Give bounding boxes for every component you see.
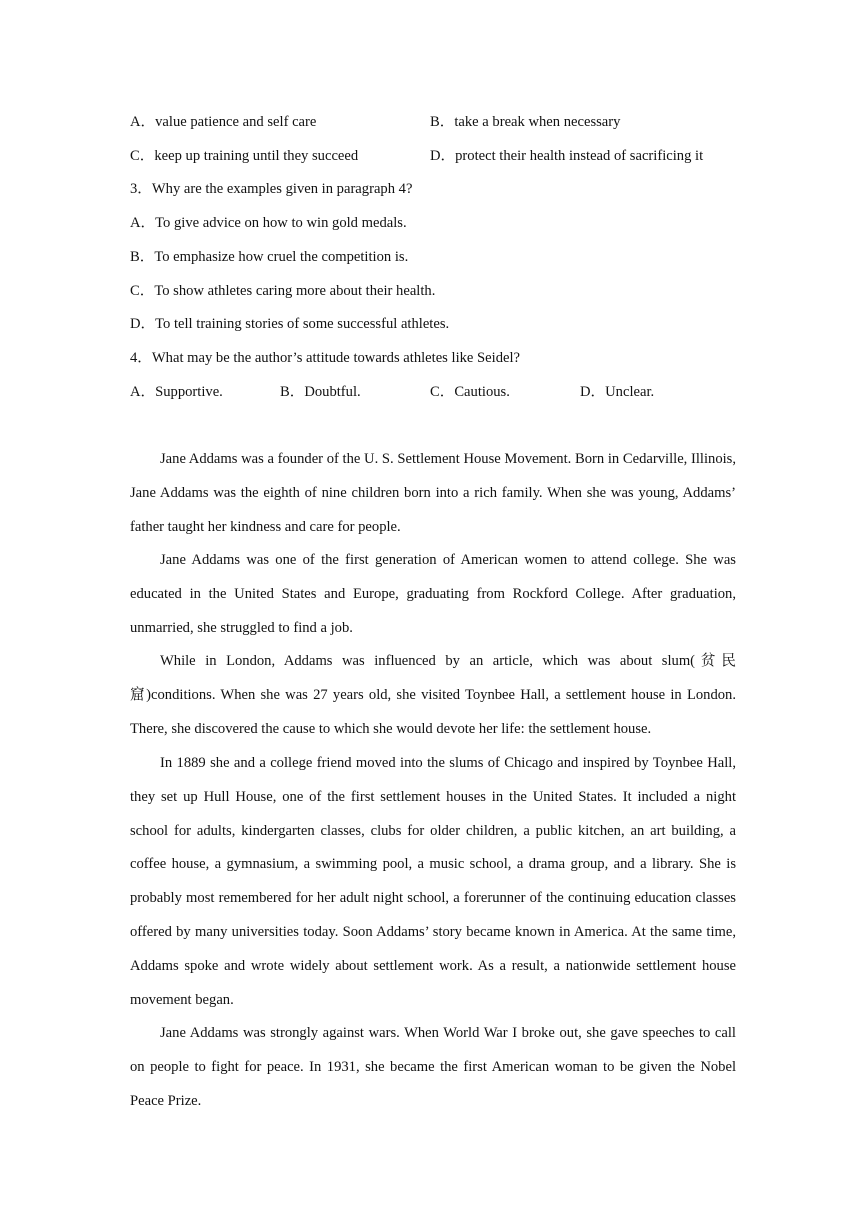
q4-stem: 4．What may be the author’s attitude towards athletes like Seidel? [130, 350, 520, 366]
q2-option-d: D．protect their health instead of sacrificing it [430, 148, 704, 164]
q3-option-c: C．To show athletes caring more about their health. [130, 283, 436, 299]
q4-option-c: C．Cautious. [430, 384, 510, 400]
q3-option-d: D．To tell training stories of some successful athletes. [130, 316, 450, 332]
passage-paragraph-3: While in London, Addams was influenced by an article, which was about slum(贫民窟)conditions. When she was 27 years old, she visited Toynbee Hall, a settlement house in London. There, she discovered the cause to which she would devote her life: the settlement house. [130, 653, 736, 737]
q4-option-b: B．Doubtful. [280, 384, 361, 400]
passage-paragraph-4: In 1889 she and a college friend moved into the slums of Chicago and inspired by Toynbee Hall, they set up Hull House, one of the first settlement houses in the United States. It included a night school for adults, kindergarten classes, clubs for older children, a public kitchen, an art building, a coffee house, a gymnasium, a swimming pool, a music school, a drama group, and a library. She is probably most remembered for her adult night school, a forerunner of the continuing education classes offered by many universities today. Soon Addams’ story became known in America. At the same time, Addams spoke and wrote widely about settlement work. As a result, a nationwide settlement house movement began. [130, 755, 736, 1008]
passage-paragraph-2: Jane Addams was one of the first generation of American women to attend college. She was educated in the United States and Europe, graduating from Rockford College. After graduation, unmarried, she struggled to find a job. [130, 552, 736, 636]
q3-option-a: A．To give advice on how to win gold medals. [130, 215, 407, 231]
q4-option-a: A．Supportive. [130, 384, 223, 400]
q2-option-c: C．keep up training until they succeed [130, 148, 359, 164]
q3-option-b: B．To emphasize how cruel the competition is. [130, 249, 409, 265]
passage-paragraph-1: Jane Addams was a founder of the U. S. Settlement House Movement. Born in Cedarville, Illinois, Jane Addams was the eighth of nine children born into a rich family. When she was young, Addams’ father taught her kindness and care for people. [130, 451, 736, 535]
passage-paragraph-5: Jane Addams was strongly against wars. When World War I broke out, she gave speeches to call on people to fight for peace. In 1931, she became the first American woman to be given the Nobel Peace Prize. [130, 1025, 736, 1109]
q4-option-d: D．Unclear. [580, 384, 655, 400]
q3-stem: 3．Why are the examples given in paragraph 4? [130, 181, 413, 197]
q2-option-a: A．value patience and self care [130, 114, 317, 130]
q2-option-b: B．take a break when necessary [430, 114, 621, 130]
